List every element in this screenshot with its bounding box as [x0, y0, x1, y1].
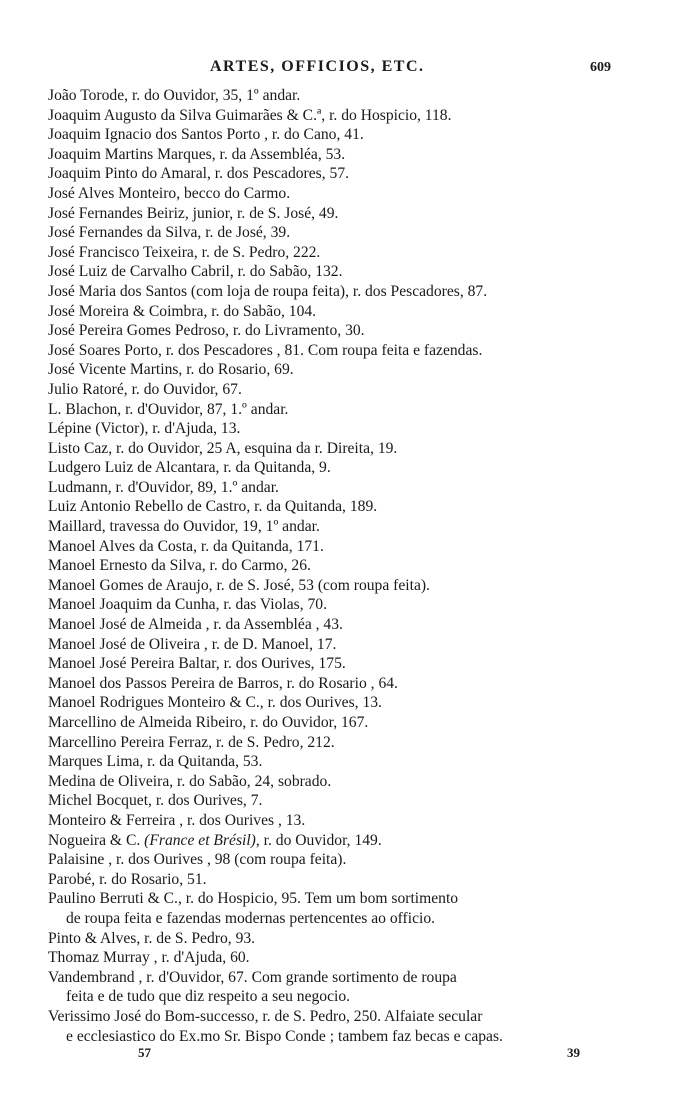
- list-entry: Thomaz Murray , r. d'Ajuda, 60.: [48, 949, 250, 967]
- list-entry: José Vicente Martins, r. do Rosario, 69.: [48, 361, 294, 379]
- list-entry: José Luiz de Carvalho Cabril, r. do Sabão, 132.: [48, 263, 343, 281]
- list-entry: Julio Ratoré, r. do Ouvidor, 67.: [48, 380, 242, 398]
- list-entry: Manoel José Pereira Baltar, r. dos Ourives, 175.: [48, 655, 346, 673]
- directory-list: [48, 86, 678, 1046]
- list-entry: Manoel Gomes de Araujo, r. de S. José, 53 (com roupa feita).: [48, 576, 430, 594]
- list-entry: José Moreira & Coimbra, r. do Sabão, 104.: [48, 302, 317, 320]
- section-title: ARTES, OFFICIOS, ETC.: [210, 58, 425, 75]
- list-entry: Manoel Ernesto da Silva, r. do Carmo, 26.: [48, 557, 311, 575]
- list-entry: Parobé, r. do Rosario, 51.: [48, 870, 207, 888]
- list-entry: José Maria dos Santos (com loja de roupa feita), r. dos Pescadores, 87.: [48, 282, 488, 300]
- list-entry-continuation: de roupa feita e fazendas modernas pertencentes ao officio.: [66, 909, 436, 927]
- list-entry: Manoel Rodrigues Monteiro & C., r. dos Ourives, 13.: [48, 694, 382, 712]
- list-entry: Manoel dos Passos Pereira de Barros, r. do Rosario , 64.: [48, 674, 398, 692]
- signature-mark-left: 57: [138, 1045, 151, 1060]
- list-entry: Luiz Antonio Rebello de Castro, r. da Quitanda, 189.: [48, 498, 378, 516]
- list-entry: Monteiro & Ferreira , r. dos Ourives , 13.: [48, 811, 306, 829]
- list-entry-continuation: feita e de tudo que diz respeito a seu negocio.: [66, 988, 351, 1006]
- page-number: 609: [590, 60, 611, 75]
- list-entry: Lépine (Victor), r. d'Ajuda, 13.: [48, 420, 241, 438]
- list-entry: Ludmann, r. d'Ouvidor, 89, 1.º andar.: [48, 478, 279, 496]
- entry-italic-note: (France et Brésil): [144, 831, 256, 849]
- entry-text: , r. do Ouvidor, 149.: [255, 831, 382, 849]
- list-entry-continuation: e ecclesiastico do Ex.mo Sr. Bispo Conde ; tambem faz becas e capas.: [66, 1027, 503, 1045]
- list-entry: Listo Caz, r. do Ouvidor, 25 A, esquina da r. Direita, 19.: [48, 439, 398, 457]
- list-entry: Manoel Alves da Costa, r. da Quitanda, 171.: [48, 537, 324, 555]
- list-entry: Michel Bocquet, r. dos Ourives, 7.: [48, 792, 263, 810]
- entry-text: Nogueira & C.: [48, 831, 145, 849]
- list-entry: Joaquim Martins Marques, r. da Assembléa, 53.: [48, 145, 346, 163]
- list-entry: José Pereira Gomes Pedroso, r. do Livramento, 30.: [48, 322, 365, 340]
- list-entry: Marques Lima, r. da Quitanda, 53.: [48, 753, 263, 771]
- signature-mark-right: 39: [567, 1045, 580, 1060]
- list-entry: Joaquim Pinto do Amaral, r. dos Pescadores, 57.: [48, 165, 350, 183]
- list-entry: Ludgero Luiz de Alcantara, r. da Quitanda, 9.: [48, 459, 331, 477]
- list-entry: Maillard, travessa do Ouvidor, 19, 1º andar.: [48, 518, 320, 536]
- list-entry: Pinto & Alves, r. de S. Pedro, 93.: [48, 929, 256, 947]
- list-entry: João Torode, r. do Ouvidor, 35, 1º andar.: [48, 87, 301, 104]
- list-entry: José Fernandes da Silva, r. de José, 39.: [48, 224, 291, 242]
- list-entry: Marcellino Pereira Ferraz, r. de S. Pedro, 212.: [48, 733, 335, 751]
- list-entry: Manoel Joaquim da Cunha, r. das Violas, 70.: [48, 596, 327, 614]
- list-entry: Manoel José de Oliveira , r. de D. Manoel, 17.: [48, 635, 337, 653]
- list-entry: Joaquim Augusto da Silva Guimarães & C.ª, r. do Hospicio, 118.: [48, 106, 452, 124]
- list-entry: L. Blachon, r. d'Ouvidor, 87, 1.º andar.: [48, 400, 289, 418]
- list-entry: José Fernandes Beiriz, junior, r. de S. José, 49.: [48, 204, 339, 222]
- list-entry: Medina de Oliveira, r. do Sabão, 24, sobrado.: [48, 772, 332, 790]
- list-entry: Manoel José de Almeida , r. da Assembléa , 43.: [48, 616, 343, 634]
- list-entry: [48, 831, 678, 851]
- list-entry: José Soares Porto, r. dos Pescadores , 81. Com roupa feita e fazendas.: [48, 341, 483, 359]
- list-entry: Marcellino de Almeida Ribeiro, r. do Ouvidor, 167.: [48, 714, 369, 731]
- list-entry: José Francisco Teixeira, r. de S. Pedro, 222.: [48, 243, 321, 261]
- list-entry: Palaisine , r. dos Ourives , 98 (com roupa feita).: [48, 851, 347, 869]
- list-entry: José Alves Monteiro, becco do Carmo.: [48, 184, 291, 202]
- running-header: [0, 58, 693, 80]
- list-entry: Vandembrand , r. d'Ouvidor, 67. Com grande sortimento de roupa: [48, 968, 457, 986]
- list-entry: Paulino Berruti & C., r. do Hospicio, 95. Tem um bom sortimento: [48, 890, 459, 908]
- list-entry: Joaquim Ignacio dos Santos Porto , r. do Cano, 41.: [48, 126, 364, 144]
- list-entry: Verissimo José do Bom-successo, r. de S. Pedro, 250. Alfaiate secular: [48, 1007, 483, 1025]
